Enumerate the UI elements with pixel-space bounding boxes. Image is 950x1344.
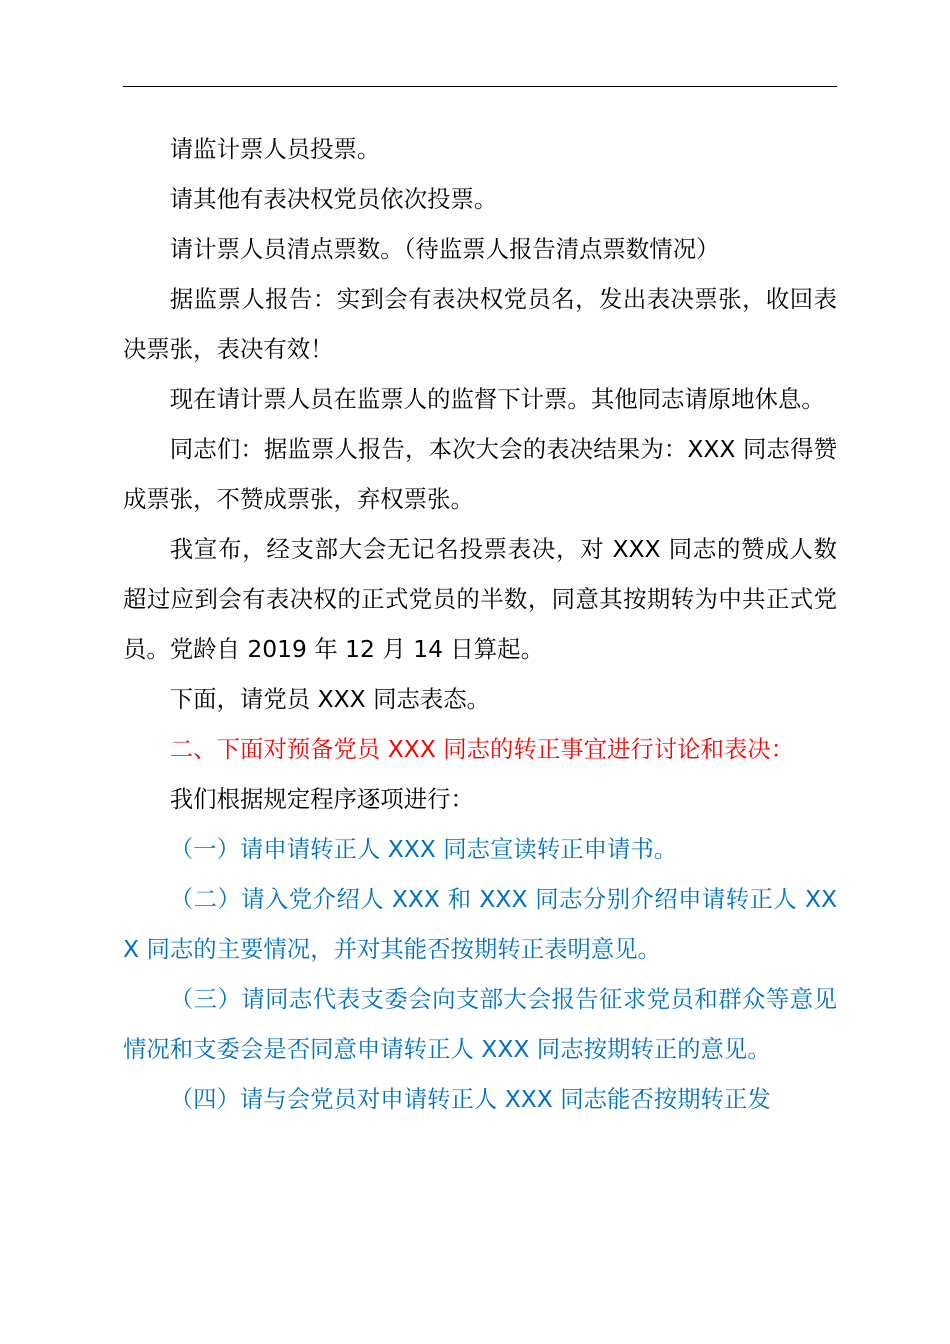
step-one: （一）请申请转正人 XXX 同志宣读转正申请书。 bbox=[169, 835, 678, 863]
paragraph-tally-instruction: 现在请计票人员在监票人的监督下计票。其他同志请原地休息。 bbox=[169, 385, 825, 413]
paragraph-monitor-report: 据监票人报告：实到会有表决权党员名，发出表决票张，收回表决票张，表决有效！ bbox=[123, 285, 837, 363]
paragraph-monitor-vote: 请监计票人员投票。 bbox=[169, 135, 381, 163]
step-two: （二）请入党介绍人 XXX 和 XXX 同志分别介绍申请转正人 XXX 同志的主要情况，并对其能否按期转正表明意见。 bbox=[123, 885, 837, 963]
step-four: （四）请与会党员对申请转正人 XXX 同志能否按期转正发 bbox=[169, 1085, 771, 1113]
header-rule bbox=[123, 86, 837, 87]
step-three: （三）请同志代表支委会向支部大会报告征求党员和群众等意见情况和支委会是否同意申请转正人 XXX 同志按期转正的意见。 bbox=[123, 985, 837, 1063]
section-heading-two: 二、下面对预备党员 XXX 同志的转正事宜进行讨论和表决： bbox=[169, 735, 795, 763]
paragraph-count-votes: 请计票人员清点票数。（待监票人报告清点票数情况） bbox=[169, 235, 720, 263]
paragraph-vote-result: 同志们：据监票人报告，本次大会的表决结果为：XXX 同志得赞成票张，不赞成票张，弃权票张。 bbox=[123, 435, 837, 513]
paragraph-others-vote: 请其他有表决权党员依次投票。 bbox=[169, 185, 498, 213]
paragraph-procedure-intro: 我们根据规定程序逐项进行： bbox=[169, 785, 474, 813]
document-body bbox=[123, 124, 837, 1124]
paragraph-member-statement: 下面，请党员 XXX 同志表态。 bbox=[169, 685, 491, 713]
paragraph-announcement: 我宣布，经支部大会无记名投票表决，对 XXX 同志的赞成人数超过应到会有表决权的正式党员的半数，同意其按期转为中共正式党员。党龄自 2019 年 12 月 14 日算起。 bbox=[123, 535, 837, 663]
